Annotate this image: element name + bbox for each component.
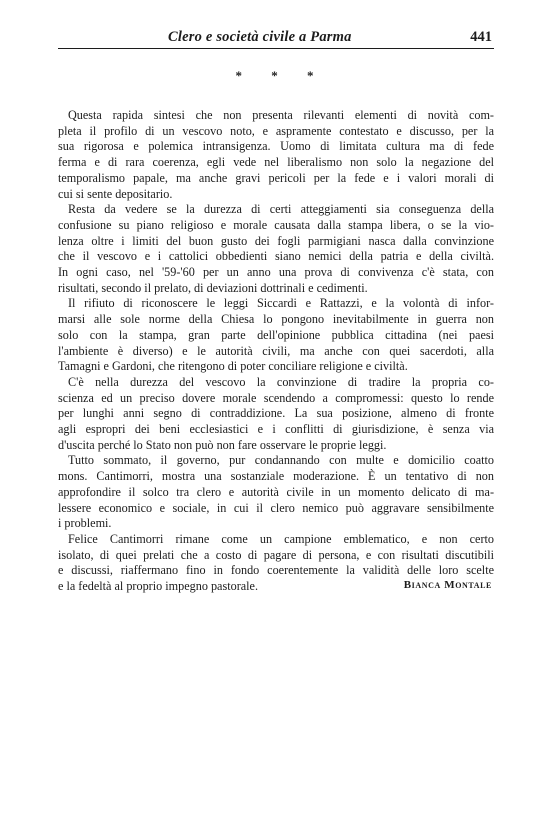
paragraph — [58, 296, 494, 375]
paragraph — [58, 453, 494, 532]
text-line: solo con la stampa, gran parte dell'opinione pubblica cittadina (nei paesi — [58, 327, 494, 342]
text-line: risultati, secondo il prelato, di deviazioni dottrinali e cedimenti. — [58, 280, 368, 295]
author-signature: Bianca Montale — [403, 579, 492, 591]
text-line: Questa rapida sintesi che non presenta rilevanti elementi di novità com- — [68, 108, 494, 122]
text-line: agli espropri dei beni ecclesiastici e i conflitti di giurisdizione, è senza via — [58, 422, 494, 437]
text-line: confusione su piano religioso e morale causata dalla stampa libera, o se la vio- — [58, 217, 494, 232]
text-line: In ogni caso, nel '59-'60 per un anno una prova di convivenza c'è stata, con — [58, 265, 494, 280]
text-line: i problemi. — [58, 516, 112, 531]
text-line: lenza oltre i limiti del buon gusto dei fogli parmigiani nasca dalla convinzione — [58, 233, 494, 248]
paragraph — [58, 202, 494, 296]
text-line: C'è nella durezza del vescovo la convinzione di tradire la propria co- — [68, 374, 494, 389]
text-line: e discussi, riaffermano fino in fondo coerentemente la validità delle loro scelte — [58, 563, 494, 578]
text-line: che il vescovo e i cattolici obbedienti siano nemici della patria e della civiltà. — [58, 249, 494, 264]
paragraph — [58, 375, 494, 454]
section-separator: * * * — [235, 68, 327, 83]
text-line: e la fedeltà al proprio impegno pastorale. — [58, 579, 258, 594]
text-line: Tutto sommato, il governo, pur condannando con multe e domicilio coatto — [68, 453, 494, 468]
running-header — [58, 29, 494, 51]
text-line: lessere economico e sociale, in cui il clero nemico può aggravare sensibilmente — [58, 500, 494, 515]
text-line: temporalismo papale, ma anche gravi pericoli per la fede e i valori morali di — [58, 170, 494, 185]
running-title: Clero e società civile a Parma — [168, 29, 352, 45]
text-line: ferma e di rara coerenza, egli vede nel liberalismo non solo la negazione del — [58, 155, 494, 170]
text-line: cui si sente depositario. — [58, 186, 173, 201]
body-text — [58, 108, 494, 595]
header-rule — [58, 48, 494, 49]
text-line: pleta il profilo di un vescovo noto, e aspramente contestato e discusso, per la — [58, 123, 494, 138]
text-line: l'ambiente è diverso) e le autorità civili, ma anche con quei sacerdoti, alla — [58, 343, 494, 358]
text-line: Resta da vedere se la durezza di certi atteggiamenti sia conseguenza della — [68, 202, 494, 217]
text-line: approfondire il solco tra clero e autorità civile in un momento delicato di ma- — [58, 484, 494, 499]
text-line: marsi alle sole norme della Chiesa lo pongono inevitabilmente in guerra non — [58, 312, 494, 327]
text-line: Il rifiuto di riconoscere le leggi Siccardi e Rattazzi, e la volontà di infor- — [68, 296, 494, 311]
text-line: scienza ed un preciso dovere morale scendendo a compromessi: questo lo rende — [58, 390, 494, 405]
text-line: sua rigorosa e polemica intransigenza. Uomo di limitata cultura ma di fede — [58, 139, 494, 154]
text-line: isolato, di quei prelati che a costo di pagare di persona, e con risultati discutibili — [58, 547, 494, 562]
text-line: mons. Cantimorri, mostra una sostanziale moderazione. È un tentativo di non — [58, 469, 494, 484]
text-line: Felice Cantimorri rimane come un campione emblematico, e non certo — [68, 531, 494, 546]
page-number: 441 — [470, 29, 492, 45]
text-line: per lunghi anni segno di contraddizione. La sua posizione, almeno di fronte — [58, 406, 494, 421]
paragraph — [58, 108, 494, 202]
text-line: Tamagni e Gardoni, che ritengono di poter conciliare religione e civiltà. — [58, 359, 408, 374]
text-line: d'uscita perché lo Stato non può non fare osservare le proprie leggi. — [58, 437, 387, 452]
